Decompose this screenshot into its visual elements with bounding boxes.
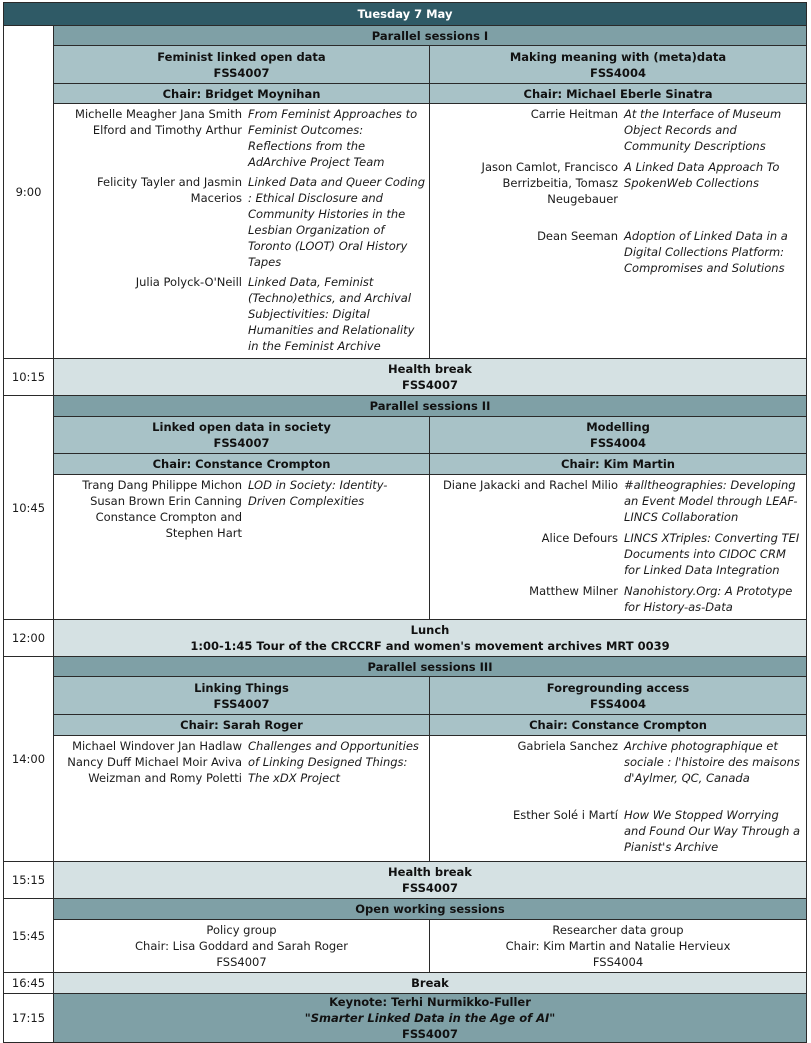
track-header — [54, 46, 430, 84]
session-band: Open working sessions — [54, 899, 807, 920]
keynote-talk-title: "Smarter Linked Data in the Age of AI" — [304, 1011, 556, 1025]
session-band: Parallel sessions III — [54, 657, 807, 677]
presentation-title: Challenges and Opportunities of Linking Designed Things: The xDX Project — [248, 739, 419, 785]
break-label: Health break — [388, 865, 472, 879]
presentation-title: From Feminist Approaches to Feminist Outcomes: Reflections from the AdArchive Project Team — [248, 107, 418, 169]
track-room: FSS4007 — [213, 696, 270, 711]
track-room: FSS4004 — [590, 65, 646, 80]
time-slot: 17:15 — [4, 994, 54, 1043]
time-slot: 15:45 — [4, 899, 54, 973]
presentations-cell — [54, 475, 430, 620]
session-band: Parallel sessions II — [54, 396, 807, 417]
presentation-title: Adoption of Linked Data in a Digital Collections Platform: Compromises and Solutions — [624, 229, 788, 275]
presentation-authors: Felicity Tayler and Jasmin Macerios — [97, 175, 242, 205]
presentation-title: Linked Data and Queer Coding : Ethical Disclosure and Community Histories in the Lesbian Organization of Toronto (LOOT) Oral History Tapes — [248, 175, 426, 269]
track-chair: Chair: Michael Eberle Sinatra — [430, 84, 807, 104]
group-name: Policy group — [206, 923, 277, 937]
track-room: FSS4007 — [213, 436, 270, 450]
presentation-authors: Esther Solé i Martí — [512, 808, 618, 822]
track-room: FSS4007 — [213, 65, 270, 80]
break-label: Break — [54, 973, 807, 994]
presentation-item — [54, 477, 429, 541]
group-chair: Chair: Lisa Goddard and Sarah Roger — [135, 939, 348, 953]
presentation-item — [54, 274, 429, 354]
lunch-cell — [54, 620, 807, 657]
track-header — [430, 677, 807, 715]
presentation-item — [430, 106, 806, 154]
keynote-cell — [54, 994, 807, 1043]
group-room: FSS4004 — [592, 955, 644, 969]
track-header — [430, 46, 807, 84]
break-cell — [54, 862, 807, 899]
track-header — [54, 677, 430, 715]
break-room: FSS4007 — [402, 378, 458, 392]
presentation-authors: Matthew Milner — [529, 584, 618, 598]
track-name: Modelling — [586, 420, 650, 434]
presentation-title: LINCS XTriples: Converting TEI Documents into CIDOC CRM for Linked Data Integration — [624, 531, 800, 577]
time-slot: 9:00 — [4, 26, 54, 359]
track-chair: Chair: Constance Crompton — [430, 715, 807, 736]
presentation-title: At the Interface of Museum Object Records and Community Descriptions — [624, 107, 782, 153]
track-name: Linking Things — [194, 680, 289, 695]
time-slot: 16:45 — [4, 973, 54, 994]
working-group-cell — [54, 920, 430, 973]
presentation-authors: Diane Jakacki and Rachel Milio — [442, 478, 618, 492]
group-chair: Chair: Kim Martin and Natalie Hervieux — [505, 939, 731, 953]
presentations-cell — [54, 736, 430, 862]
break-room: FSS4007 — [402, 881, 458, 895]
keynote-speaker: Keynote: Terhi Nurmikko-Fuller — [329, 995, 531, 1009]
presentation-item — [430, 228, 806, 276]
presentation-authors: Michelle Meagher Jana Smith Elford and Timothy Arthur — [75, 107, 242, 137]
presentation-title: #alltheographies: Developing an Event Model through LEAF-LINCS Collaboration — [624, 478, 798, 524]
presentation-authors: Trang Dang Philippe Michon Susan Brown Erin Canning Constance Crompton and Stephen Hart — [82, 478, 242, 540]
presentations-cell — [430, 736, 807, 862]
presentation-title: A Linked Data Approach To SpokenWeb Collections — [624, 160, 780, 190]
group-name: Researcher data group — [552, 923, 684, 937]
schedule-table — [3, 2, 807, 1043]
session-band: Parallel sessions I — [54, 26, 807, 46]
presentation-title: How We Stopped Worrying and Found Our Way Through a Pianist's Archive — [624, 808, 801, 854]
presentation-authors: Julia Polyck-O'Neill — [135, 275, 242, 289]
presentations-cell — [430, 475, 807, 620]
track-header — [430, 417, 807, 454]
presentation-item — [430, 807, 806, 855]
presentations-cell — [430, 104, 807, 359]
track-name: Linked open data in society — [152, 420, 331, 434]
break-label: Health break — [388, 362, 472, 376]
presentation-authors: Alice Defours — [541, 531, 618, 545]
lunch-label: Lunch — [410, 623, 450, 637]
presentation-authors: Carrie Heitman — [530, 107, 618, 121]
track-chair: Chair: Kim Martin — [430, 454, 807, 475]
day-title: Tuesday 7 May — [4, 3, 807, 26]
group-room: FSS4007 — [216, 955, 267, 969]
track-chair: Chair: Sarah Roger — [54, 715, 430, 736]
presentation-authors: Michael Windover Jan Hadlaw Nancy Duff Michael Moir Aviva Weizman and Romy Poletti — [67, 739, 242, 785]
track-header — [54, 417, 430, 454]
presentation-item — [54, 738, 429, 786]
presentation-title: Linked Data, Feminist (Techno)ethics, and Archival Subjectivities: Digital Humanities and Relationality in the Feminist Archive — [248, 275, 415, 353]
track-room: FSS4004 — [590, 436, 646, 450]
track-room: FSS4004 — [590, 696, 646, 711]
track-chair: Chair: Constance Crompton — [54, 454, 430, 475]
presentation-item — [54, 106, 429, 170]
presentation-item — [430, 530, 806, 578]
presentation-authors: Gabriela Sanchez — [517, 739, 618, 753]
keynote-room: FSS4007 — [402, 1027, 458, 1041]
presentation-item — [54, 174, 429, 270]
time-slot: 12:00 — [4, 620, 54, 657]
presentation-item — [430, 738, 806, 786]
time-slot: 14:00 — [4, 657, 54, 862]
time-slot: 10:15 — [4, 359, 54, 396]
working-group-cell — [430, 920, 807, 973]
presentation-item — [430, 583, 806, 615]
track-name: Making meaning with (meta)data — [509, 49, 727, 64]
presentations-cell — [54, 104, 430, 359]
presentation-item — [430, 477, 806, 525]
track-name: Foregrounding access — [546, 680, 690, 695]
lunch-tour: 1:00-1:45 Tour of the CRCCRF and women's movement archives MRT 0039 — [190, 639, 670, 653]
presentation-title: Archive photographique et sociale : l'histoire des maisons d'Aylmer, QC, Canada — [624, 739, 800, 785]
presentation-title: Nanohistory.Org: A Prototype for History-as-Data — [624, 584, 793, 614]
track-name: Feminist linked open data — [157, 49, 326, 64]
presentation-authors: Dean Seeman — [537, 229, 618, 243]
track-chair: Chair: Bridget Moynihan — [54, 84, 430, 104]
presentation-authors: Jason Camlot, Francisco Berrizbeitia, Tomasz Neugebauer — [481, 160, 618, 206]
time-slot: 10:45 — [4, 396, 54, 620]
presentation-item — [430, 159, 806, 207]
presentation-title: LOD in Society: Identity-Driven Complexities — [248, 478, 388, 508]
break-cell — [54, 359, 807, 396]
time-slot: 15:15 — [4, 862, 54, 899]
